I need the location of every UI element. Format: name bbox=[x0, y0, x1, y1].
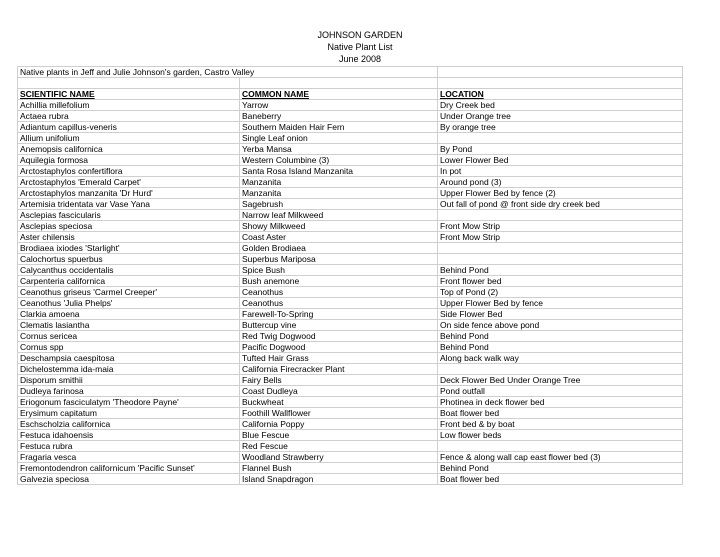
plant-table-body bbox=[18, 67, 683, 485]
scientific-name-cell: Eschscholzia californica bbox=[18, 419, 240, 430]
table-row bbox=[18, 188, 683, 199]
location-cell: Along back walk way bbox=[438, 353, 683, 364]
location-cell: Side Flower Bed bbox=[438, 309, 683, 320]
scientific-name-cell: Ceanothus 'Julia Phelps' bbox=[18, 298, 240, 309]
table-row bbox=[18, 452, 683, 463]
table-row bbox=[18, 199, 683, 210]
intro-empty-cell bbox=[438, 67, 683, 78]
empty-cell bbox=[438, 78, 683, 89]
scientific-name-cell: Fremontodendron californicum 'Pacific Sunset' bbox=[18, 463, 240, 474]
location-cell: Front flower bed bbox=[438, 276, 683, 287]
location-cell: By orange tree bbox=[438, 122, 683, 133]
table-row bbox=[18, 474, 683, 485]
table-row bbox=[18, 144, 683, 155]
location-cell bbox=[438, 210, 683, 221]
scientific-name-cell: Aster chilensis bbox=[18, 232, 240, 243]
scientific-name-cell: Festuca idahoensis bbox=[18, 430, 240, 441]
location-cell: Upper Flower Bed by fence (2) bbox=[438, 188, 683, 199]
table-row bbox=[18, 320, 683, 331]
common-name-cell: California Firecracker Plant bbox=[240, 364, 438, 375]
location-cell bbox=[438, 133, 683, 144]
table-row bbox=[18, 331, 683, 342]
intro-text: Native plants in Jeff and Julie Johnson's garden, Castro Valley bbox=[18, 67, 438, 78]
document-header bbox=[0, 29, 720, 65]
location-cell bbox=[438, 243, 683, 254]
scientific-name-cell: Clematis lasiantha bbox=[18, 320, 240, 331]
common-name-cell: Red Twig Dogwood bbox=[240, 331, 438, 342]
scientific-name-cell: Deschampsia caespitosa bbox=[18, 353, 240, 364]
common-name-cell: Bush anemone bbox=[240, 276, 438, 287]
location-cell: Dry Creek bed bbox=[438, 100, 683, 111]
scientific-name-cell: Cornus sericea bbox=[18, 331, 240, 342]
location-cell bbox=[438, 254, 683, 265]
table-row bbox=[18, 364, 683, 375]
location-cell: Under Orange tree bbox=[438, 111, 683, 122]
table-row bbox=[18, 122, 683, 133]
common-name-cell: Tufted Hair Grass bbox=[240, 353, 438, 364]
location-cell: Boat flower bed bbox=[438, 474, 683, 485]
table-row bbox=[18, 430, 683, 441]
common-name-cell: Pacific Dogwood bbox=[240, 342, 438, 353]
empty-cell bbox=[240, 78, 438, 89]
common-name-cell: Single Leaf onion bbox=[240, 133, 438, 144]
location-cell: Front Mow Strip bbox=[438, 221, 683, 232]
common-name-cell: Manzanita bbox=[240, 177, 438, 188]
location-cell: Around pond (3) bbox=[438, 177, 683, 188]
location-cell: Behind Pond bbox=[438, 265, 683, 276]
common-name-cell: Manzanita bbox=[240, 188, 438, 199]
scientific-name-cell: Ceanothus griseus 'Carmel Creeper' bbox=[18, 287, 240, 298]
table-row bbox=[18, 210, 683, 221]
scientific-name-cell: Brodiaea ixiodes 'Starlight' bbox=[18, 243, 240, 254]
common-name-cell: Showy Milkweed bbox=[240, 221, 438, 232]
location-cell: Upper Flower Bed by fence bbox=[438, 298, 683, 309]
location-cell: Behind Pond bbox=[438, 331, 683, 342]
common-name-cell: Island Snapdragon bbox=[240, 474, 438, 485]
scientific-name-cell: Fragaria vesca bbox=[18, 452, 240, 463]
column-header-row bbox=[18, 89, 683, 100]
table-row bbox=[18, 133, 683, 144]
common-name-cell: Buttercup vine bbox=[240, 320, 438, 331]
table-row bbox=[18, 386, 683, 397]
common-name-cell: Woodland Strawberry bbox=[240, 452, 438, 463]
column-header-location: LOCATION bbox=[438, 89, 683, 100]
table-row bbox=[18, 342, 683, 353]
table-row bbox=[18, 232, 683, 243]
common-name-cell: Buckwheat bbox=[240, 397, 438, 408]
column-header-scientific-name: SCIENTIFIC NAME bbox=[18, 89, 240, 100]
common-name-cell: Ceanothus bbox=[240, 298, 438, 309]
scientific-name-cell: Festuca rubra bbox=[18, 441, 240, 452]
common-name-cell: Flannel Bush bbox=[240, 463, 438, 474]
common-name-cell: Yarrow bbox=[240, 100, 438, 111]
table-row bbox=[18, 243, 683, 254]
scientific-name-cell: Disporum smithii bbox=[18, 375, 240, 386]
common-name-cell: Spice Bush bbox=[240, 265, 438, 276]
scientific-name-cell: Arctostaphylos confertiflora bbox=[18, 166, 240, 177]
scientific-name-cell: Arctostaphylos manzanita 'Dr Hurd' bbox=[18, 188, 240, 199]
common-name-cell: Sagebrush bbox=[240, 199, 438, 210]
scientific-name-cell: Aquilegia formosa bbox=[18, 155, 240, 166]
table-row bbox=[18, 155, 683, 166]
common-name-cell: Ceanothus bbox=[240, 287, 438, 298]
common-name-cell: California Poppy bbox=[240, 419, 438, 430]
scientific-name-cell: Arctostaphylos 'Emerald Carpet' bbox=[18, 177, 240, 188]
intro-row bbox=[18, 67, 683, 78]
scientific-name-cell: Adiantum capillus-veneris bbox=[18, 122, 240, 133]
scientific-name-cell: Eriogonum fasciculatym 'Theodore Payne' bbox=[18, 397, 240, 408]
common-name-cell: Southern Maiden Hair Fern bbox=[240, 122, 438, 133]
common-name-cell: Baneberry bbox=[240, 111, 438, 122]
table-row bbox=[18, 265, 683, 276]
location-cell: Photinea in deck flower bed bbox=[438, 397, 683, 408]
scientific-name-cell: Allium unifolium bbox=[18, 133, 240, 144]
location-cell bbox=[438, 364, 683, 375]
scientific-name-cell: Carpenteria californica bbox=[18, 276, 240, 287]
scientific-name-cell: Actaea rubra bbox=[18, 111, 240, 122]
table-row bbox=[18, 419, 683, 430]
scientific-name-cell: Dichelostemma ida-maia bbox=[18, 364, 240, 375]
common-name-cell: Blue Fescue bbox=[240, 430, 438, 441]
common-name-cell: Santa Rosa Island Manzanita bbox=[240, 166, 438, 177]
location-cell: By Pond bbox=[438, 144, 683, 155]
table-row bbox=[18, 111, 683, 122]
location-cell: Behind Pond bbox=[438, 342, 683, 353]
scientific-name-cell: Asclepias speciosa bbox=[18, 221, 240, 232]
location-cell: Lower Flower Bed bbox=[438, 155, 683, 166]
common-name-cell: Yerba Mansa bbox=[240, 144, 438, 155]
table-row bbox=[18, 221, 683, 232]
location-cell: Behind Pond bbox=[438, 463, 683, 474]
column-header-common-name: COMMON NAME bbox=[240, 89, 438, 100]
location-cell: Low flower beds bbox=[438, 430, 683, 441]
location-cell: Out fall of pond @ front side dry creek bed bbox=[438, 199, 683, 210]
scientific-name-cell: Clarkia amoena bbox=[18, 309, 240, 320]
scientific-name-cell: Achillia millefolium bbox=[18, 100, 240, 111]
common-name-cell: Foothill Wallflower bbox=[240, 408, 438, 419]
scientific-name-cell: Artemisia tridentata var Vase Yana bbox=[18, 199, 240, 210]
table-row bbox=[18, 463, 683, 474]
common-name-cell: Narrow leaf Milkweed bbox=[240, 210, 438, 221]
scientific-name-cell: Anemopsis californica bbox=[18, 144, 240, 155]
document-date: June 2008 bbox=[338, 54, 382, 64]
common-name-cell: Superbus Mariposa bbox=[240, 254, 438, 265]
common-name-cell: Red Fescue bbox=[240, 441, 438, 452]
table-row bbox=[18, 166, 683, 177]
location-cell: Fence & along wall cap east flower bed (3) bbox=[438, 452, 683, 463]
scientific-name-cell: Cornus spp bbox=[18, 342, 240, 353]
table-row bbox=[18, 298, 683, 309]
table-row bbox=[18, 177, 683, 188]
common-name-cell: Coast Aster bbox=[240, 232, 438, 243]
table-row bbox=[18, 375, 683, 386]
common-name-cell: Golden Brodiaea bbox=[240, 243, 438, 254]
table-row bbox=[18, 276, 683, 287]
table-row bbox=[18, 353, 683, 364]
location-cell: Top of Pond (2) bbox=[438, 287, 683, 298]
common-name-cell: Fairy Bells bbox=[240, 375, 438, 386]
spacer-row bbox=[18, 78, 683, 89]
location-cell: In pot bbox=[438, 166, 683, 177]
common-name-cell: Coast Dudleya bbox=[240, 386, 438, 397]
plant-table bbox=[17, 66, 683, 485]
document-title: JOHNSON GARDEN bbox=[317, 30, 403, 40]
scientific-name-cell: Galvezia speciosa bbox=[18, 474, 240, 485]
table-row bbox=[18, 254, 683, 265]
table-row bbox=[18, 397, 683, 408]
location-cell bbox=[438, 441, 683, 452]
scientific-name-cell: Dudleya farinosa bbox=[18, 386, 240, 397]
table-row bbox=[18, 408, 683, 419]
scientific-name-cell: Calycanthus occidentalis bbox=[18, 265, 240, 276]
location-cell: Boat flower bed bbox=[438, 408, 683, 419]
location-cell: On side fence above pond bbox=[438, 320, 683, 331]
common-name-cell: Farewell-To-Spring bbox=[240, 309, 438, 320]
table-row bbox=[18, 287, 683, 298]
scientific-name-cell: Erysimum capitatum bbox=[18, 408, 240, 419]
common-name-cell: Western Columbine (3) bbox=[240, 155, 438, 166]
table-row bbox=[18, 309, 683, 320]
empty-cell bbox=[18, 78, 240, 89]
location-cell: Front bed & by boat bbox=[438, 419, 683, 430]
location-cell: Pond outfall bbox=[438, 386, 683, 397]
scientific-name-cell: Calochortus spuerbus bbox=[18, 254, 240, 265]
table-row bbox=[18, 100, 683, 111]
document-subtitle: Native Plant List bbox=[327, 42, 393, 52]
location-cell: Front Mow Strip bbox=[438, 232, 683, 243]
table-row bbox=[18, 441, 683, 452]
location-cell: Deck Flower Bed Under Orange Tree bbox=[438, 375, 683, 386]
scientific-name-cell: Asclepias fascicularis bbox=[18, 210, 240, 221]
